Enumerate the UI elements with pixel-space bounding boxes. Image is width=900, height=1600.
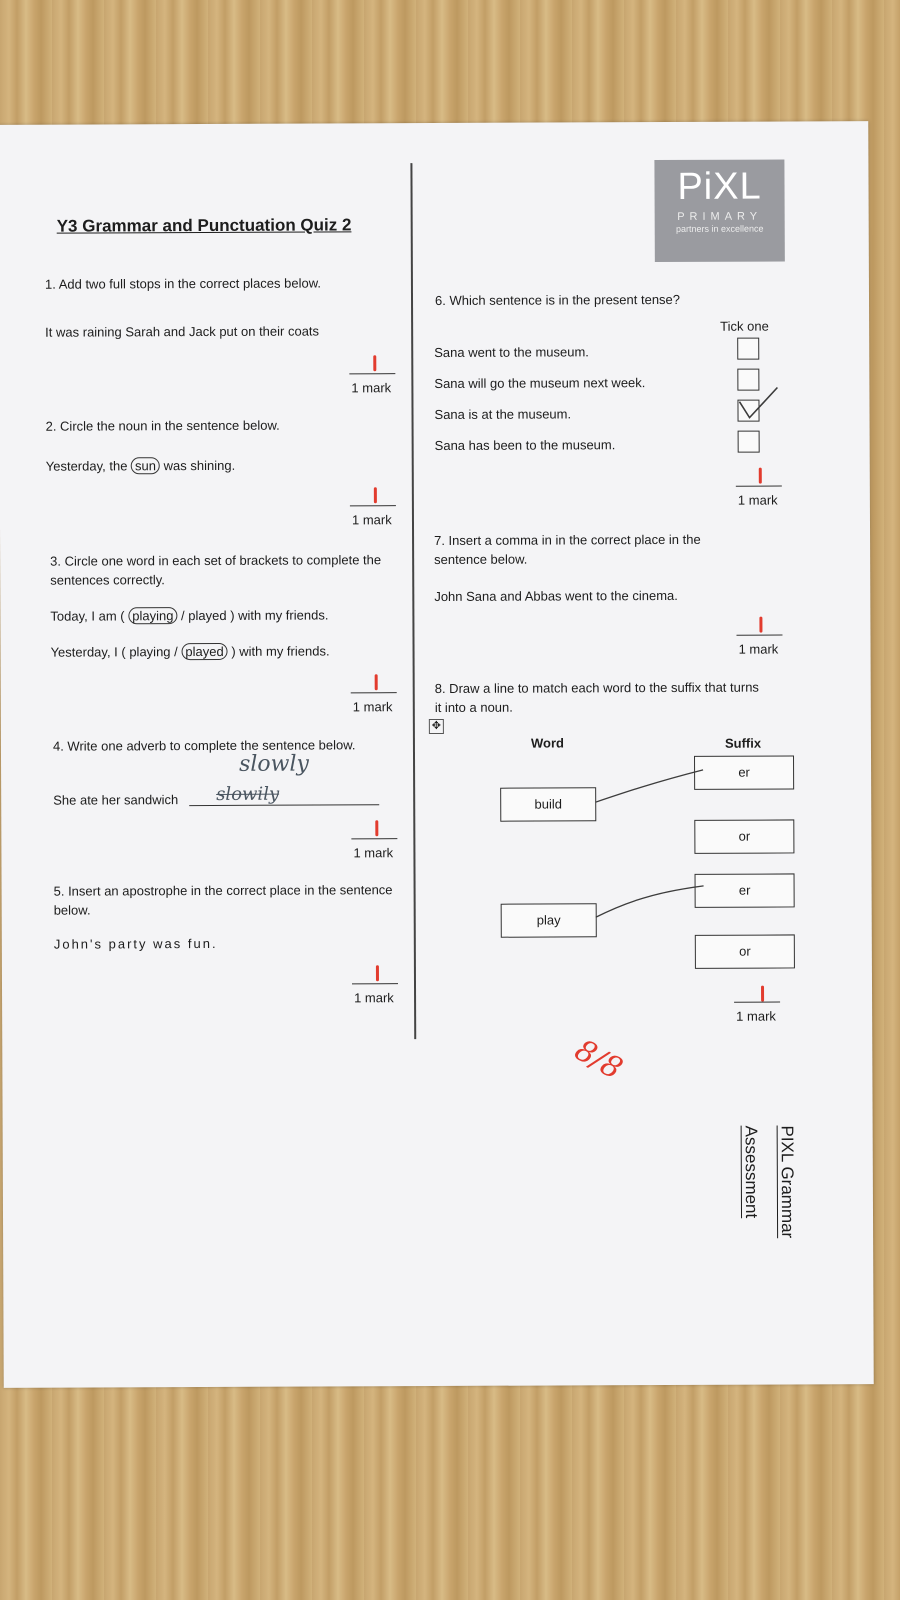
q2-mark: 1 mark: [351, 512, 392, 528]
logo-tagline: partners in excellence: [675, 223, 764, 234]
q6-mark-line: [736, 485, 782, 486]
score: 8/8: [568, 1032, 629, 1087]
q6-checkbox-4[interactable]: [738, 431, 760, 453]
q4-red-tick: [375, 820, 378, 836]
q4-handwritten-answer: slowly: [238, 751, 309, 777]
q2-sentence-a: Yesterday, the: [45, 458, 128, 474]
q5-mark-line: [352, 983, 398, 984]
q6-option-3: Sana is at the museum.: [434, 406, 572, 423]
q6-tick-label: Tick one: [720, 318, 769, 334]
q6-option-2: Sana will go the museum next week.: [434, 375, 646, 392]
q3-line2-circled: played: [181, 643, 227, 660]
q4-crossed-answer: slowily: [216, 783, 280, 805]
q8-suffix-header: Suffix: [724, 735, 762, 751]
q5-mark: 1 mark: [354, 990, 394, 1006]
q3-line2-pre: Yesterday, I ( playing /: [50, 644, 178, 660]
q6-mark: 1 mark: [737, 492, 778, 508]
q7-sentence: John Sana and Abbas went to the cinema.: [434, 587, 678, 605]
q6-prompt: 6. Which sentence is in the present tense?: [434, 291, 681, 308]
q7-prompt: 7. Insert a comma in in the correct place in the sentence below.: [434, 531, 701, 568]
q7-mark-line: [736, 634, 782, 635]
q2-circled-noun: sun: [131, 457, 160, 474]
q1-red-tick: [373, 355, 376, 371]
move-handle-icon[interactable]: ✥: [429, 719, 444, 734]
q4-prompt: 4. Write one adverb to complete the sentence below.: [52, 737, 356, 754]
q3-line2: [51, 643, 330, 659]
q1-prompt: 1. Add two full stops in the correct places below.: [44, 275, 322, 292]
q6-checkbox-1[interactable]: [737, 338, 759, 360]
q2-sentence: [46, 458, 236, 474]
q1-sentence: It was raining Sarah and Jack put on their coats: [45, 323, 320, 340]
match-line-play: [596, 886, 704, 917]
logo-sub: PRIMARY: [677, 210, 763, 223]
column-divider: [410, 163, 416, 1039]
q8-prompt: 8. Draw a line to match each word to the suffix that turns it into a noun.: [434, 679, 759, 716]
q2-sentence-b: was shining.: [163, 457, 236, 474]
q6-option-4: Sana has been to the museum.: [434, 437, 616, 454]
q6-red-tick: [759, 468, 762, 484]
q1-mark-line: [349, 373, 395, 374]
q8-word-header: Word: [530, 735, 564, 751]
q8-mark: 1 mark: [736, 1008, 776, 1024]
q4-sentence: She ate her sandwich: [53, 792, 179, 808]
q3-prompt: 3. Circle one word in each set of brackets to complete the sentences correctly.: [50, 552, 382, 588]
q8-word-build[interactable]: build: [500, 787, 596, 821]
side-title-line2: Assessment: [741, 1125, 762, 1219]
q3-red-tick: [375, 674, 378, 690]
q2-prompt: 2. Circle the noun in the sentence below.: [45, 417, 280, 434]
pixl-logo: [654, 159, 784, 262]
q8-suffix-2[interactable]: or: [694, 819, 794, 853]
q8-word-play[interactable]: play: [501, 903, 597, 937]
q2-red-tick: [374, 487, 377, 503]
q5-sentence: John's party was fun.: [53, 935, 218, 952]
quiz-sheet: [0, 121, 874, 1388]
side-title-line1: PIXL Grammar: [777, 1125, 798, 1239]
q3-line1-circled: playing: [128, 607, 177, 624]
q7-red-tick: [759, 617, 762, 633]
q7-mark: 1 mark: [738, 641, 779, 657]
q8-match-lines: [595, 762, 706, 922]
q8-suffix-4[interactable]: or: [695, 934, 795, 968]
q3-line1: [50, 607, 328, 623]
q3-line1-pre: Today, I am (: [50, 608, 125, 624]
q8-suffix-3[interactable]: er: [695, 873, 795, 907]
q1-mark: 1 mark: [351, 380, 392, 396]
q8-mark-line: [734, 1002, 780, 1003]
logo-name: PiXL: [677, 165, 762, 208]
q8-suffix-1[interactable]: er: [694, 755, 794, 789]
q3-line2-post: ) with my friends.: [231, 643, 330, 659]
q3-mark-line: [351, 692, 397, 693]
q5-prompt: 5. Insert an apostrophe in the correct place in the sentence below.: [53, 882, 393, 918]
q2-mark-line: [350, 505, 396, 506]
q8-red-tick: [761, 986, 764, 1002]
q6-option-1: Sana went to the museum.: [434, 344, 589, 361]
q5-red-tick: [376, 965, 379, 981]
q3-mark: 1 mark: [352, 699, 393, 715]
match-line-build: [595, 770, 703, 802]
q4-mark: 1 mark: [353, 845, 394, 861]
quiz-title: Y3 Grammar and Punctuation Quiz 2: [56, 215, 352, 236]
q6-check-mark-icon: [733, 383, 781, 423]
q4-mark-line: [351, 838, 397, 839]
q3-line1-post: / played ) with my friends.: [180, 607, 329, 624]
